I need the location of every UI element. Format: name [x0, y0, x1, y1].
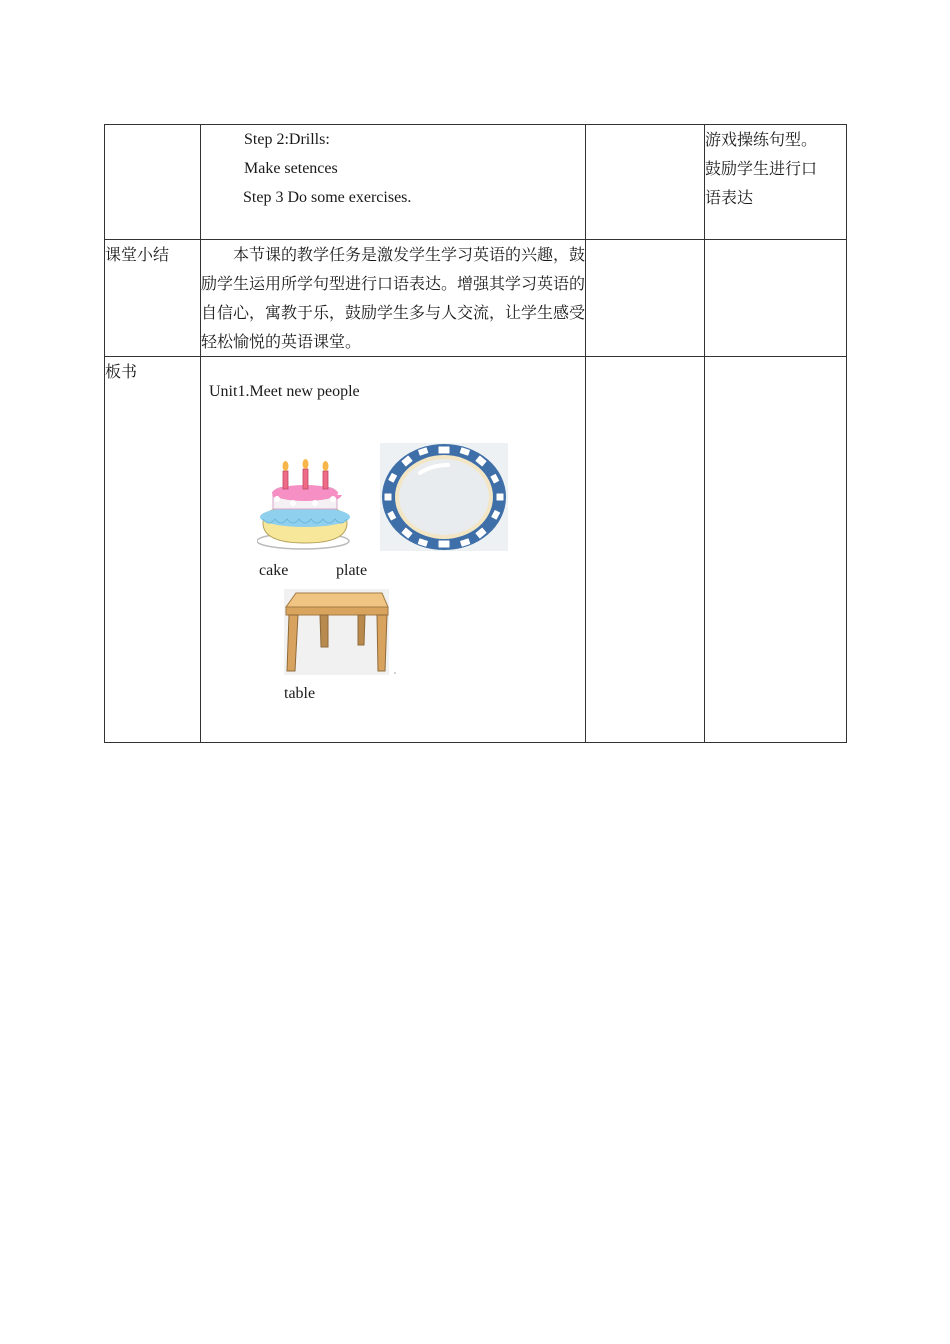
- row1-label-cell: [105, 125, 201, 240]
- board-cell: [201, 357, 586, 743]
- row1-content-cell: [201, 125, 586, 240]
- row1-empty-cell: [586, 125, 705, 240]
- lesson-plan-table: [104, 124, 847, 743]
- row1-note-cell: [705, 125, 847, 240]
- table-row: [105, 125, 847, 240]
- step2-line: Step 2:Drills:: [244, 131, 330, 148]
- board-label: 板书: [105, 357, 201, 743]
- row2-empty-cell-2: [705, 240, 847, 357]
- unit-title: Unit1.Meet new people: [209, 383, 360, 400]
- table-row: [105, 357, 847, 743]
- note-line-2: 鼓励学生进行口: [705, 159, 818, 178]
- word-plate: plate: [336, 562, 368, 579]
- cake-picture: [257, 457, 353, 551]
- table-picture: [284, 589, 397, 675]
- summary-text: 本节课的教学任务是激发学生学习英语的兴趣，鼓励学生运用所学句型进行口语表达。增强其学习英语的自信心，寓教于乐，鼓励学生多与人交流，让学生感受轻松愉悦的英语课堂。: [201, 240, 586, 357]
- plate-picture: [380, 443, 508, 551]
- step3-line: Step 3 Do some exercises.: [243, 189, 412, 206]
- note-line-3: 语表达: [705, 188, 754, 207]
- row3-empty-cell: [586, 357, 705, 743]
- row3-empty-cell-2: [705, 357, 847, 743]
- blackboard-area: [201, 357, 585, 742]
- word-cake: cake: [259, 562, 289, 579]
- row2-empty-cell: [586, 240, 705, 357]
- make-sentences-line: Make setences: [244, 160, 338, 177]
- summary-label: 课堂小结: [105, 240, 201, 357]
- note-line-1: 游戏操练句型。: [705, 130, 818, 149]
- word-table: table: [284, 685, 316, 702]
- table-row: [105, 240, 847, 357]
